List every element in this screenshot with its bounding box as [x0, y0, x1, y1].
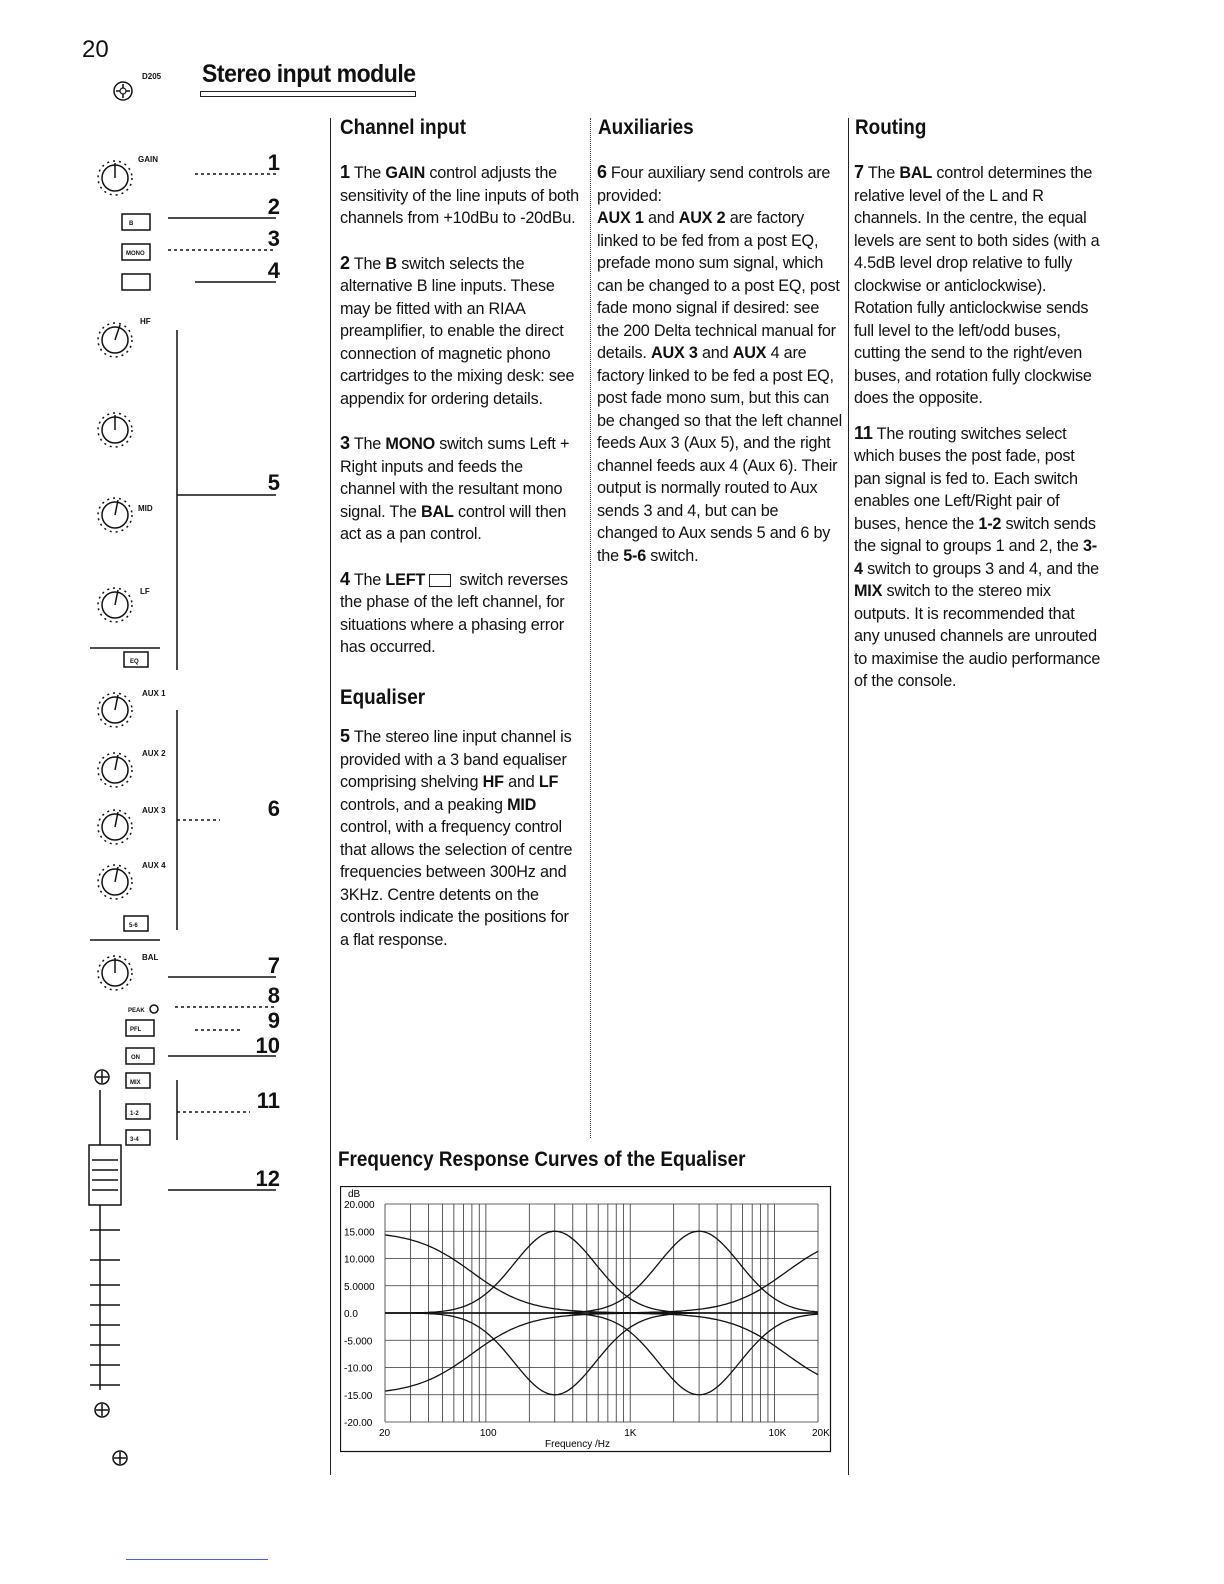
aux4-label: AUX 4 — [142, 861, 166, 870]
callout-1: 1 — [267, 150, 280, 175]
x-tick-label: 1K — [624, 1428, 637, 1439]
callout-12: 12 — [255, 1166, 280, 1191]
callout-3: 3 — [267, 226, 280, 251]
hf-knob-icon — [98, 323, 132, 357]
fader-icon — [89, 1090, 121, 1390]
paragraph-2: 2 The B switch selects the alternative B line inputs. These may be fitted with an RIAA preamplifier, to enable the direct connection of magnetic phono cartridges to the mixing desk: see appendix for ordering details. — [340, 252, 575, 408]
channel-strip-diagram — [80, 130, 280, 1500]
paragraph-6: 6 Four auxiliary send controls are provided: AUX 1 and AUX 2 are factory linked to be fed from a post EQ, prefade mono sum signal, which can be changed to a post EQ, post fade mono signal if desired: see the 200 Delta technical manual for details. AUX 3 and AUX 4 are factory linked to be fed a post EQ, post fade mono sum, but this can be changed so that the left channel feeds Aux 3 (Aux 5), and the right channel feeds aux 4 (Aux 6). Their output is normally routed to Aux sends 3 and 4, but can be changed to Aux sends 5 and 6 by the 5-6 switch. — [597, 162, 842, 565]
y-tick-label: 5.0000 — [344, 1281, 375, 1293]
mix-switch-label: MIX — [130, 1080, 141, 1086]
paragraph-1: 1 The GAIN control adjusts the sensitivity of the line inputs of both channels from +10dBu to -20dBu. — [340, 162, 579, 227]
chart-title: Frequency Response Curves of the Equaliser — [338, 1148, 746, 1171]
paragraph-3: 3 The MONO switch sums Left + Right inputs and feeds the channel with the resultant mono signal. The BAL control will then act as a pan control. — [340, 433, 570, 543]
channel-input-heading: Channel input — [340, 116, 466, 139]
y-tick-label: 20.000 — [344, 1200, 375, 1211]
x-axis-label: Frequency /Hz — [545, 1439, 611, 1450]
y-tick-label: -5.000 — [344, 1336, 373, 1348]
page-title: Stereo input module — [202, 60, 416, 88]
equaliser-heading: Equaliser — [340, 686, 426, 709]
paragraph-4: 4 The LEFT switch reverses the phase of the left channel, for situations where a phasing error has occurred. — [340, 568, 568, 656]
on-switch-label: ON — [131, 1055, 140, 1061]
x-tick-label: 10K — [768, 1428, 787, 1439]
gain-label: GAIN — [138, 155, 158, 164]
y-tick-label: 10.000 — [344, 1254, 375, 1266]
aux4-knob-icon — [98, 865, 132, 899]
y-tick-label: -10.00 — [344, 1363, 373, 1375]
aux3-label: AUX 3 — [142, 806, 166, 815]
x-tick-label: 20 — [379, 1428, 391, 1439]
column-rule-1 — [330, 118, 331, 1475]
pfl-switch-label: PFL — [130, 1027, 142, 1033]
mid-label: MID — [138, 504, 153, 513]
paragraph-11: 11 The routing switches select which buses the post fade, post pan signal is fed to. Each switch enables one Left/Right pair of buses, hence the 1-2 switch sends the signal to groups 1 and 2, the 3-4 switch to groups 3 and 4, and the MIX switch to the stereo mix outputs. It is recommended that any unused channels are unrouted to maximise the audio performance of the console. — [854, 422, 1101, 690]
auxiliaries-heading: Auxiliaries — [598, 116, 694, 139]
equaliser-text — [340, 725, 580, 973]
peak-label: PEAK — [128, 1008, 145, 1014]
bal-knob-icon — [98, 956, 132, 990]
channel-input-text — [340, 161, 580, 681]
y-axis-label: dB — [348, 1189, 361, 1200]
b-switch-icon — [122, 214, 150, 230]
aux2-knob-icon — [98, 753, 132, 787]
crosshair-icon — [95, 1070, 109, 1084]
callout-5: 5 — [267, 470, 280, 495]
footer-rule — [126, 1559, 268, 1560]
eq-frequency-chart — [340, 1186, 832, 1454]
aux1-label: AUX 1 — [142, 689, 166, 698]
hf-label: HF — [140, 317, 151, 326]
column-rule-2 — [590, 118, 591, 1138]
doc-code: D205 — [142, 72, 162, 81]
callout-9: 9 — [267, 1008, 280, 1033]
aux3-knob-icon — [98, 810, 132, 844]
strip-drawing — [80, 130, 280, 1500]
three-four-switch-label: 3-4 — [130, 1137, 139, 1143]
auxiliaries-text — [597, 161, 842, 589]
lf-knob-icon — [98, 588, 132, 622]
mid-knob-icon — [98, 498, 132, 532]
callout-6: 6 — [267, 796, 280, 821]
eq-switch-label: EQ — [130, 659, 139, 665]
mono-switch-label: MONO — [126, 251, 145, 257]
lf-label: LF — [140, 587, 150, 596]
y-tick-label: 15.000 — [344, 1227, 375, 1239]
callout-11: 11 — [256, 1088, 280, 1113]
one-two-switch-label: 1-2 — [130, 1111, 139, 1117]
callout-7: 7 — [267, 953, 280, 978]
gain-knob-icon — [98, 161, 132, 195]
crosshair-icon — [113, 1451, 127, 1465]
routing-text — [854, 161, 1104, 715]
b-switch-label: B — [129, 221, 134, 227]
phase-reverse-icon — [429, 574, 451, 587]
column-rule-3 — [848, 118, 849, 1475]
callout-2: 2 — [267, 194, 280, 219]
paragraph-7: 7 The BAL control determines the relative level of the L and R channels. In the centre, the equal levels are sent to both sides (with a 4.5dB level drop relative to fully clockwise or anticlockwise). Rotation fully anticlockwise sends full level to the left/odd buses, cutting the send to the right/even buses, and rotation fully clockwise does the opposite. — [854, 162, 1100, 407]
mid-freq-knob-icon — [98, 413, 132, 447]
title-underline — [200, 91, 416, 97]
crosshair-icon — [95, 1403, 109, 1417]
routing-heading: Routing — [855, 116, 927, 139]
y-tick-label: 0.0 — [344, 1309, 358, 1320]
callout-4: 4 — [267, 258, 280, 283]
page-number: 20 — [82, 36, 109, 63]
left-phase-switch-icon — [122, 274, 150, 290]
y-tick-label: -15.00 — [344, 1390, 373, 1402]
callout-8: 8 — [267, 983, 280, 1008]
five-six-switch-label: 5-6 — [129, 923, 138, 929]
x-tick-label: 20K — [812, 1428, 830, 1439]
callout-10: 10 — [255, 1033, 280, 1058]
aux1-knob-icon — [98, 693, 132, 727]
bal-label: BAL — [142, 953, 159, 962]
aux2-label: AUX 2 — [142, 749, 166, 758]
y-tick-label: -20.00 — [344, 1418, 373, 1429]
crosshair-logo-icon — [112, 80, 134, 102]
peak-led-icon — [150, 1005, 158, 1013]
paragraph-5: 5 The stereo line input channel is provided with a 3 band equaliser comprising shelving HF and LF controls, and a peaking MID control, with a frequency control that allows the selection of centre frequencies between 300Hz and 3KHz. Centre detents on the controls indicate the positions for a flat response. — [340, 726, 573, 949]
x-tick-label: 100 — [479, 1428, 497, 1439]
